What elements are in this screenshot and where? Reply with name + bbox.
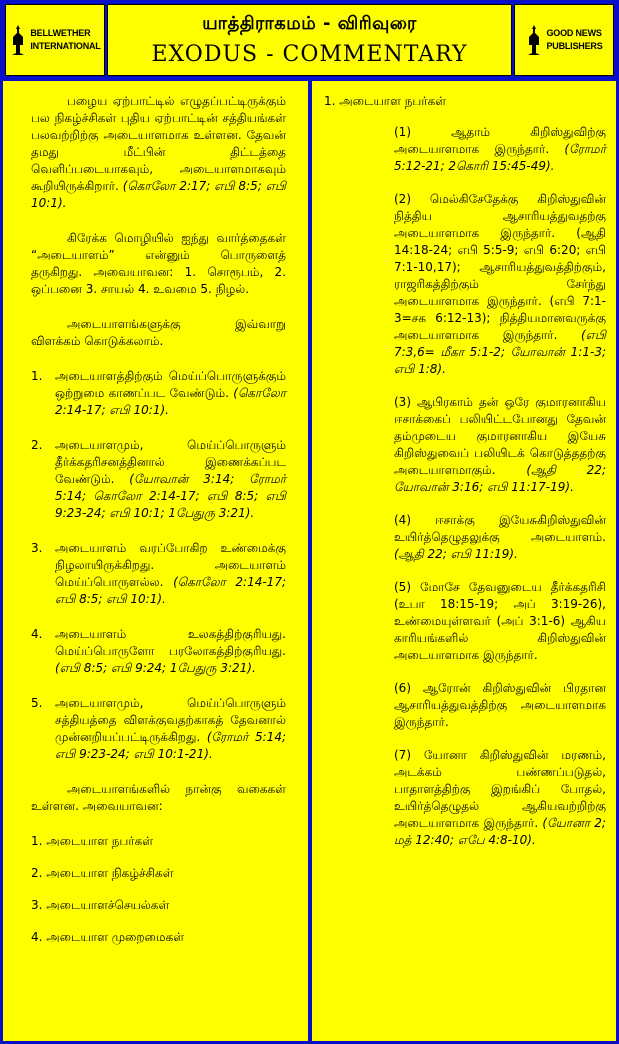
right-logo-line2: PUBLISHERS [546, 41, 603, 51]
left-logo-line1: BELLWETHER [30, 28, 91, 38]
right-logo [514, 4, 614, 76]
header [3, 3, 616, 77]
list-item: (6) ஆரோன் கிறிஸ்துவின் பிரதான ஆசாரியத்துவத்திற்கு அடையாளமாக இருந்தார். [394, 681, 606, 729]
bellwether-sheep-icon [9, 23, 27, 57]
greek-words-paragraph [31, 230, 286, 298]
categories-intro: அடையாளங்களில் நான்கு வகைகள் உள்ளன. அவையாவன: [31, 782, 286, 813]
greek-words-list: 1. சொரூபம், 2. ஒப்பனை 3. சாயல் 4. உவமை 5. நிழல். [31, 265, 286, 296]
list-item: (5) மோசே தேவனுடைய தீர்க்கதரிசி (உபா 18:15-19; அப் 3:19-26), உண்மையுள்ளவர் (அப் 3:1-6) ஆகிய காரியங்களில் கிறிஸ்துவின் அடையாளமாக இருந்தார். [394, 580, 606, 662]
title-box [107, 4, 512, 76]
list-item: 1. அடையாளத்திற்கும் மெய்ப்பொருளுக்கும் ஒற்றுமை காணப்பட வேண்டும். (கொலோ 2:14-17; எபி 10:1). [31, 369, 286, 417]
categories-list [31, 833, 286, 946]
list-item: (7) யோனா கிறிஸ்துவின் மரணம், அடக்கம் பண்ணப்படுதல், பாதாளத்திற்கு இறங்கிப் போதல், உயிர்த்தெழுதல் ஆகியவற்றிற்கு அடையாளமாக இருந்தார். (யோனா 2; மத் 12:40; எபே 4:8-10). [394, 748, 606, 847]
left-logo [5, 4, 105, 76]
left-column [3, 81, 308, 1041]
list-item: 2. அடையாளமும், மெய்ப்பொருளும் தீர்க்கதரிசனத்தினால் இணைக்கப்பட வேண்டும். (யோவான் 3:14; ரோமர் 5:14; கொலோ 2:14-17; எபி 8:5; எபி 9:23-24; எபி 10:1; 1பேதுரு 3:21). [31, 438, 286, 520]
principles-list [31, 368, 286, 763]
list-item: (2) மெல்கிசேதேக்கு கிறிஸ்துவின் நித்திய ஆசாரியத்துவதற்கு அடையாளமாக இருந்தார். (ஆதி 14:18-24; எபி 5:5-9; எபி 6:20; எபி 7:1-10,17); ஆசாரியத்துவத்திற்கும், ராஜரிகத்திற்கும் சேர்ந்து அடையாளமாக இருந்தார். (எபி 7:1-3=சக 6:12-13); நித்தியமானவருக்கு அடையாளமாக இருந்தார். (எபி 7:3,6= மீகா 5:1-2; யோவான் 1:1-3; எபி 1:8). [394, 192, 606, 376]
right-logo-line1: GOOD NEWS [546, 28, 602, 38]
good-news-shepherd-icon [525, 23, 543, 57]
list-item: 3. அடையாளம் வரப்போகிற உண்மைக்கு நிழலாயிருக்கிறது. அடையாளம் மெய்ப்பொருளல்ல. (கொலோ 2:14-17; எபி 8:5; எபி 10:1). [31, 541, 286, 606]
content-columns [3, 81, 616, 1041]
greek-words-text: கிரேக்க மொழியில் ஐந்து வார்த்தைகள் “அடையாளம்” என்னும் பொருளைத் தருகிறது. அவையாவன: [31, 231, 286, 279]
explanation-paragraph: அடையாளங்களுக்கு இவ்வாறு விளக்கம் கொடுக்கலாம். [31, 317, 286, 348]
list-item: 5. அடையாளமும், மெய்ப்பொருளும் சத்தியத்தை விளக்குவதற்காகத் தேவனால் முன்னறியப்பட்டிருக்கிறது. (ரோமர் 5:14; எபி 9:23-24; எபி 10:1-21). [31, 696, 286, 761]
list-item: 3. அடையாளச்செயல்கள் [31, 898, 170, 912]
intro-paragraph [31, 93, 286, 212]
intro-text: பழைய ஏற்பாட்டில் எழுதப்பட்டிருக்கும் பல நிகழ்ச்சிகள் புதிய ஏற்பாட்டின் சத்தியங்கள் பலவற்றிற்கு அடையாளமாக உள்ளன. தேவன் தமது மீட்பின் திட்டத்தை வெளிப்படையாகவும், அடையாளமாகவும் கூறியிருக்கிறார். [31, 94, 286, 193]
right-column [312, 81, 616, 1041]
list-item: 1. அடையாள நபர்கள் [31, 834, 154, 848]
list-item: 4. அடையாள முறைமைகள் [31, 930, 185, 944]
list-item: 4. அடையாளம் உலகத்திற்குரியது. மெய்ப்பொருளோ பரலோகத்திற்குரியது. (எபி 8:5; எபி 9:24; 1பேதுரு 3:21). [31, 627, 286, 675]
list-item: (4) ஈசாக்கு இயேசுகிறிஸ்துவின் உயிர்த்தெழுதலுக்கு அடையாளம். (ஆதி 22; எபி 11:19). [394, 513, 606, 561]
section-heading: 1. அடையாள நபர்கள் [324, 94, 447, 108]
list-item: (1) ஆதாம் கிறிஸ்துவிற்கு அடையாளமாக இருந்தார். (ரோமர் 5:12-21; 2கொரி 15:45-49). [394, 125, 606, 173]
list-item: (3) ஆபிரகாம் தன் ஒரே குமாரனாகிய ஈசாக்கைப் பலியிட்டபோனது தேவன் தம்முடைய குமாரனாகிய இயேசு கிறிஸ்துவைப் பலியிடக் கொடுத்ததற்கு அடையாளமாகும். (ஆதி 22; யோவான் 3:16; எபி 11:17-19). [394, 395, 606, 494]
list-item: 2. அடையாள நிகழ்ச்சிகள் [31, 866, 174, 880]
intro-ref: (கொலோ 2:17; எபி 8:5; எபி 10:1). [31, 179, 286, 210]
title-tamil: யாத்திராகமம் - விரிவுரை [202, 13, 417, 34]
title-english: EXODUS - COMMENTARY [151, 42, 468, 67]
left-logo-line2: INTERNATIONAL [30, 41, 101, 51]
